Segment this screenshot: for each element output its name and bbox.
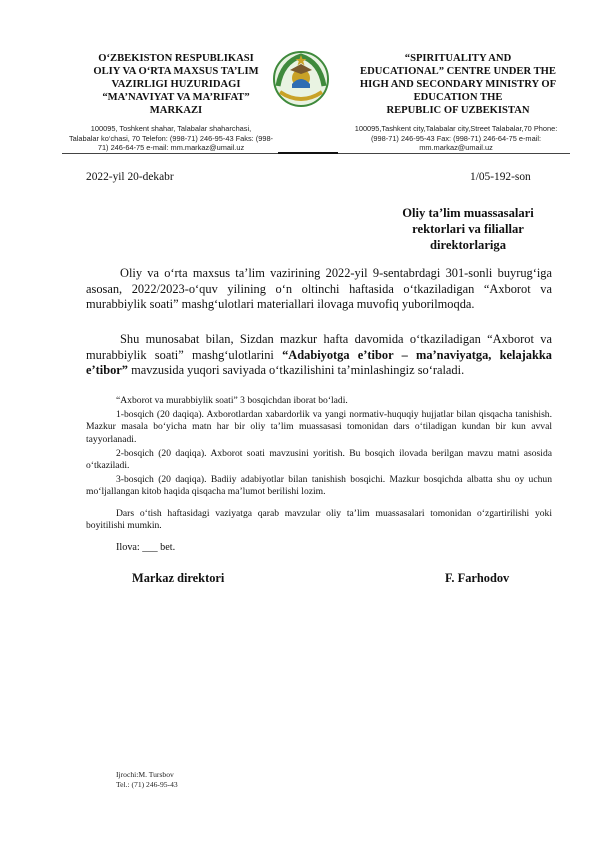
letter-date: 2022-yil 20-dekabr bbox=[86, 171, 174, 183]
attachment-note: Ilova: ___ bet. bbox=[116, 542, 176, 553]
stages-intro: “Axborot va murabbiylik soati” 3 bosqichdan iborat bo‘ladi. bbox=[116, 395, 348, 406]
executor-name: Ijrochi:M. Tursbov bbox=[116, 770, 174, 779]
left-organization-name: O‘ZBEKISTON RESPUBLIKASI OLIY VA O‘RTA MAXSUS TA’LIM VAZIRLIGI HUZURIDAGI “MA’NAVIYAT VA MA’RIFAT” MARKAZI bbox=[93, 53, 259, 116]
paragraph-2 bbox=[86, 332, 552, 379]
state-emblem-icon bbox=[270, 48, 332, 110]
signer-name: F. Farhodov bbox=[445, 571, 510, 585]
executor-phone: Tel.: (71) 246-95-43 bbox=[116, 780, 178, 789]
stage-1: 1-bosqich (20 daqiqa). Axborotlardan xabardorlik va yangi normativ-huquqiy hujjatlar bilan qisqacha tanishish. Mazkur masala bo‘yicha matn har bir oliy ta’lim muassasasi tomonidan dars o‘tiladigan kundan bir kun avval tayyorlanadi. bbox=[86, 409, 552, 445]
letter-number: 1/05-192-son bbox=[470, 171, 531, 183]
closing-note: Dars o‘tish haftasidagi vaziyatga qarab mavzular oliy ta’lim muassasalari tomonidan o‘zgartirilishi yoki boyitilishi mumkin. bbox=[86, 508, 552, 532]
left-address: 100095, Toshkent shahar, Talabalar shaharchasi, Talabalar ko‘chasi, 70 Telefon: (998-71) 246-95-43 Faks: (998- 71) 246-64-75 e-mail: mm.markaz@umail.uz bbox=[68, 124, 274, 153]
right-organization-name: “SPIRITUALITY AND EDUCATIONAL” CENTRE UNDER THE HIGH AND SECONDARY MINISTRY OF EDUCATION THE REPUBLIC OF UZBEKISTAN bbox=[359, 53, 557, 116]
addressee: Oliy ta’lim muassasalari rektorlari va filiallar direktorlariga bbox=[402, 206, 534, 252]
stage-2: 2-bosqich (20 daqiqa). Axborot soati mavzusini yoritish. Bu bosqich ilovada berilgan mavzu matni asosida o‘tkaziladi. bbox=[86, 448, 552, 472]
event-topic: “Adabiyotga e’tibor – ma’naviyatga, kelajakka e’tibor” bbox=[86, 347, 552, 378]
header-rule-accent bbox=[278, 152, 338, 154]
right-address: 100095,Tashkent city,Talabalar city,Street Talabalar,70 Phone: (998-71) 246-95-43 Fax: (998-71) 246-64-75 e-mail: mm.markaz@umail.uz bbox=[354, 124, 558, 153]
paragraph-1: Oliy va o‘rta maxsus ta’lim vazirining 2022-yil 9-sentabrdagi 301-sonli buyrug‘iga asosan, 2022/2023-o‘quv yilining o‘n oltinchi haftasida o‘tkaziladigan “Axborot va murabbiylik soati” mashg‘ulotlari materiallari ilovaga muvofiq yuborilmoqda. bbox=[86, 266, 552, 312]
signer-title: Markaz direktori bbox=[132, 571, 225, 585]
stage-3: 3-bosqich (20 daqiqa). Badiiy adabiyotlar bilan tanishish bosqichi. Mazkur bosqichda albatta shu oy uchun mo‘ljallangan kitob haqida qisqacha ma’lumot berilishi lozim. bbox=[86, 474, 552, 498]
paragraph-2-start: Shu munosabat bilan, Sizdan mazkur hafta davomida o‘tkaziladigan “Axborot va murabbiylik soati” mashg‘ulotlarini bbox=[86, 332, 552, 362]
paragraph-2-end: mavzusida yuqori saviyada o‘tkazilishini ta’minlashingiz so‘raladi. bbox=[127, 363, 465, 378]
